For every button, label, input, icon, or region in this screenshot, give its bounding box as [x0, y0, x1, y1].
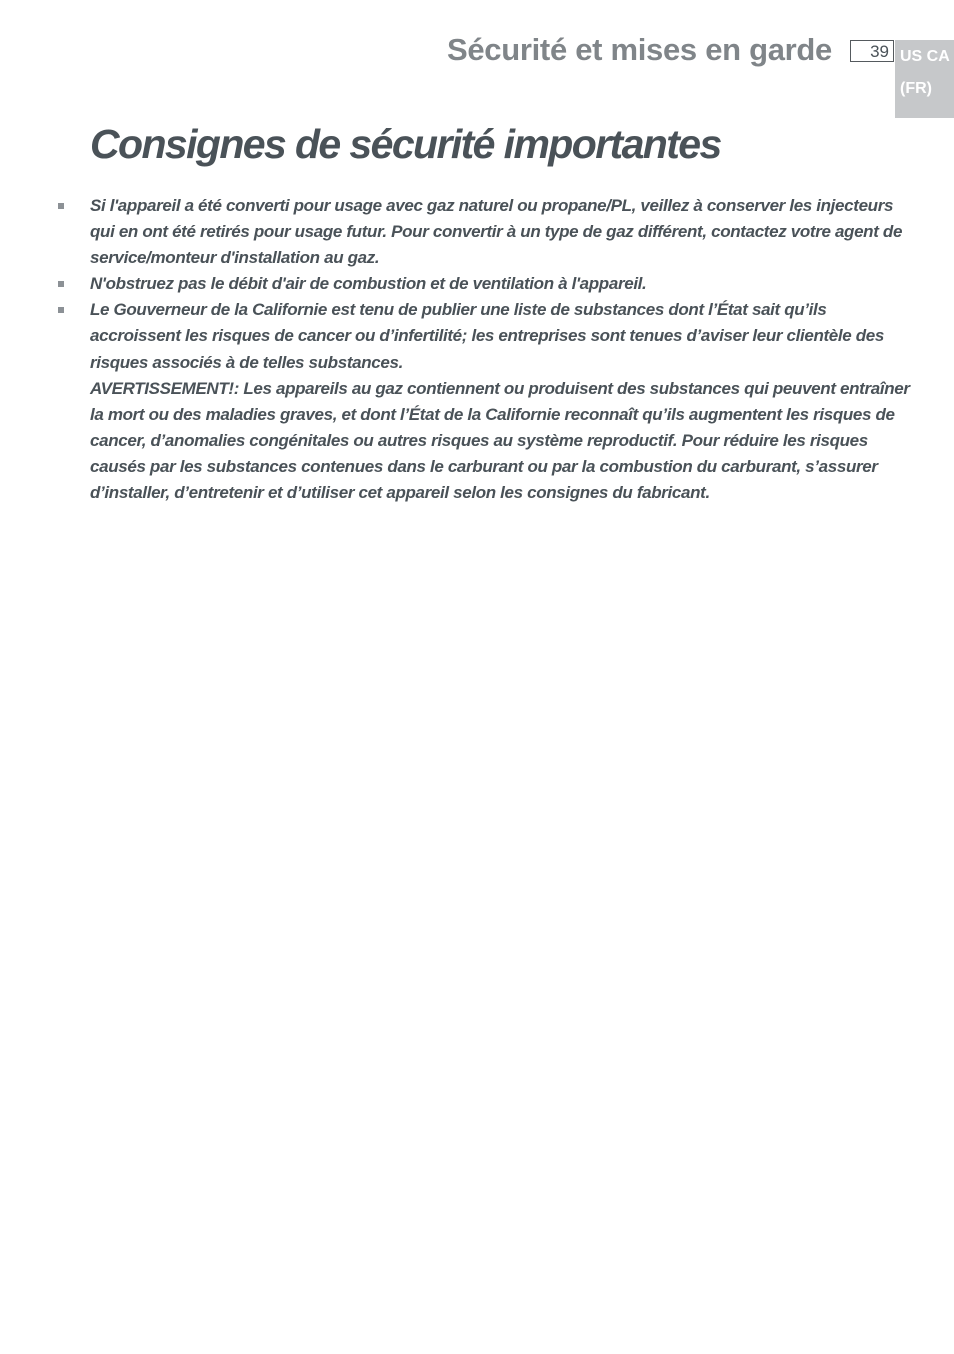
region-tab-line2: (FR) — [900, 80, 932, 97]
list-item-text: Si l'appareil a été converti pour usage avec gaz naturel ou propane/PL, veillez à conserver les injecteurs qui en ont été retirés pour usage futur. Pour convertir à un type de gaz différent, contactez votre agent de service/monteur d'installation au gaz. — [90, 196, 903, 268]
region-tab — [895, 40, 954, 118]
list-item — [90, 271, 910, 297]
main-heading: Consignes de sécurité importantes — [90, 121, 721, 167]
region-tab-line1: US CA — [900, 48, 950, 65]
bullet-marker — [58, 203, 64, 209]
page-number: 39 — [850, 40, 894, 62]
list-item — [90, 297, 910, 506]
list-item-text: Le Gouverneur de la Californie est tenu de publier une liste de substances dont l’État sait qu’ils accroissent les risques de cancer ou d’infertilité; les entreprises sont tenues d’aviser leur clientèle des risques associés à de telles substances. — [90, 300, 884, 372]
bullet-marker — [58, 307, 64, 313]
list-item — [90, 193, 910, 271]
warning-text: AVERTISSEMENT!: Les appareils au gaz contiennent ou produisent des substances qui peuvent entraîner la mort ou des maladies graves, et dont l’État de la Californie reconnaît qu’ils augmentent les risques de cancer, d’anomalies congénitales ou autres risques au système reproductif. Pour réduire les risques causés par les substances contenues dans le carburant ou par la combustion du carburant, s’assurer d’installer, d’entretenir et d’utiliser cet appareil selon les consignes du fabricant. — [90, 378, 910, 503]
safety-list — [90, 193, 910, 506]
bullet-marker — [58, 281, 64, 287]
section-title: Sécurité et mises en garde — [446, 32, 832, 67]
list-item-text: N'obstruez pas le débit d'air de combustion et de ventilation à l'appareil. — [90, 274, 647, 294]
